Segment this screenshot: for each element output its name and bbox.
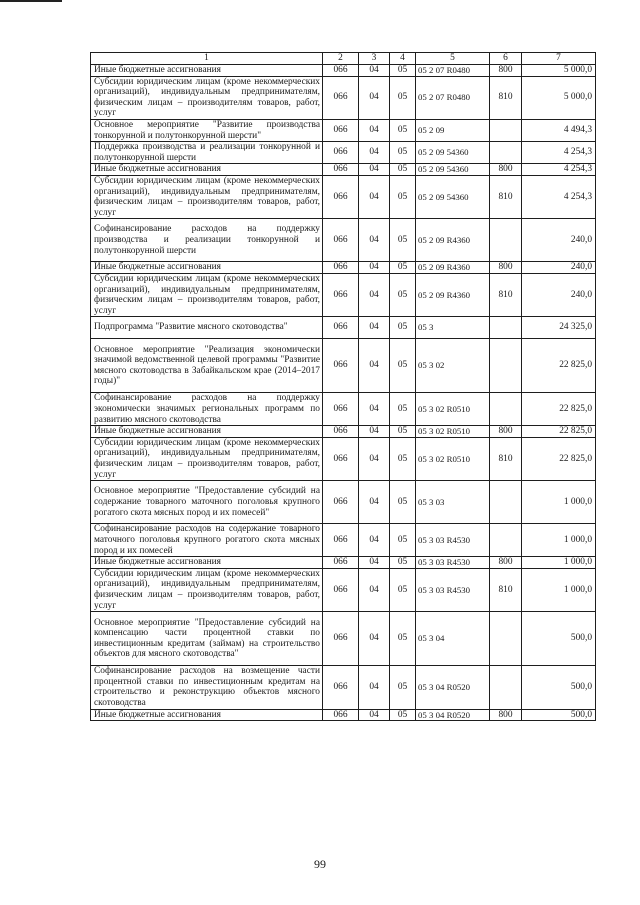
table-row <box>91 339 596 393</box>
cell-amount: 240,0 <box>522 273 596 316</box>
cell-name: Основное мероприятие "Реализация экономически значимой ведомственной целевой программы "Развитие мясного скотоводства в Забайкальском крае (2014–2017 годы)" <box>91 339 323 393</box>
table-row <box>91 524 596 557</box>
cell-name: Основное мероприятие "Предоставление субсидий на компенсацию части процентной ставки по инвестиционным кредитам (займам) на строительство объектов для мясного скотоводства" <box>91 612 323 666</box>
cell-type <box>490 317 522 339</box>
cell-type: 800 <box>490 65 522 77</box>
cell-type <box>490 481 522 524</box>
cell-code: 05 2 09 54360 <box>416 142 490 164</box>
cell-code: 05 3 02 R0510 <box>416 426 490 438</box>
cell-section: 04 <box>359 119 390 141</box>
table-row <box>91 164 596 176</box>
cell-code: 05 3 03 R4530 <box>416 557 490 569</box>
cell-amount: 22 825,0 <box>522 426 596 438</box>
cell-ministry: 066 <box>323 175 359 218</box>
cell-subsection: 05 <box>390 273 416 316</box>
table-row <box>91 119 596 141</box>
cell-subsection: 05 <box>390 393 416 426</box>
cell-code: 05 2 09 R4360 <box>416 262 490 274</box>
cell-amount: 1 000,0 <box>522 481 596 524</box>
cell-amount: 500,0 <box>522 709 596 721</box>
cell-name: Иные бюджетные ассигнования <box>91 709 323 721</box>
cell-amount: 1 000,0 <box>522 557 596 569</box>
cell-section: 04 <box>359 426 390 438</box>
cell-type: 800 <box>490 262 522 274</box>
cell-ministry: 066 <box>323 568 359 611</box>
cell-ministry: 066 <box>323 557 359 569</box>
cell-amount: 1 000,0 <box>522 524 596 557</box>
budget-allocation-table <box>90 52 596 721</box>
cell-amount: 4 494,3 <box>522 119 596 141</box>
cell-section: 04 <box>359 219 390 262</box>
table-row <box>91 437 596 480</box>
cell-ministry: 066 <box>323 426 359 438</box>
table-row <box>91 175 596 218</box>
cell-name: Основное мероприятие "Предоставление субсидий на содержание товарного маточного поголовья крупного рогатого скота мясных пород и их помесей" <box>91 481 323 524</box>
cell-type <box>490 142 522 164</box>
cell-section: 04 <box>359 568 390 611</box>
cell-name: Подпрограмма "Развитие мясного скотоводства" <box>91 317 323 339</box>
cell-section: 04 <box>359 76 390 119</box>
header-col-amount: 7 <box>522 53 596 65</box>
cell-subsection: 05 <box>390 568 416 611</box>
cell-amount: 24 325,0 <box>522 317 596 339</box>
cell-amount: 500,0 <box>522 612 596 666</box>
cell-type <box>490 666 522 709</box>
table-row <box>91 273 596 316</box>
cell-subsection: 05 <box>390 142 416 164</box>
cell-section: 04 <box>359 481 390 524</box>
cell-amount: 4 254,3 <box>522 142 596 164</box>
cell-type: 810 <box>490 273 522 316</box>
cell-name: Субсидии юридическим лицам (кроме некоммерческих организаций), индивидуальным предпринимателям, физическим лицам – производителям товаров, работ, услуг <box>91 76 323 119</box>
table-row <box>91 142 596 164</box>
cell-type: 800 <box>490 164 522 176</box>
cell-code: 05 3 04 <box>416 612 490 666</box>
cell-subsection: 05 <box>390 219 416 262</box>
cell-subsection: 05 <box>390 612 416 666</box>
cell-subsection: 05 <box>390 339 416 393</box>
cell-amount: 5 000,0 <box>522 76 596 119</box>
cell-subsection: 05 <box>390 262 416 274</box>
cell-ministry: 066 <box>323 219 359 262</box>
table-row <box>91 317 596 339</box>
cell-section: 04 <box>359 437 390 480</box>
table-row <box>91 557 596 569</box>
cell-amount: 22 825,0 <box>522 339 596 393</box>
cell-name: Субсидии юридическим лицам (кроме некоммерческих организаций), индивидуальным предпринимателям, физическим лицам – производителям товаров, работ, услуг <box>91 175 323 218</box>
cell-section: 04 <box>359 666 390 709</box>
cell-name: Поддержка производства и реализации тонкорунной и полутонкорунной шерсти <box>91 142 323 164</box>
table-row <box>91 481 596 524</box>
cell-type <box>490 339 522 393</box>
cell-code: 05 2 09 54360 <box>416 164 490 176</box>
cell-code: 05 3 02 R0510 <box>416 437 490 480</box>
cell-ministry: 066 <box>323 339 359 393</box>
cell-section: 04 <box>359 164 390 176</box>
cell-code: 05 3 02 R0510 <box>416 393 490 426</box>
cell-amount: 1 000,0 <box>522 568 596 611</box>
cell-amount: 22 825,0 <box>522 437 596 480</box>
cell-subsection: 05 <box>390 481 416 524</box>
cell-type <box>490 393 522 426</box>
cell-subsection: 05 <box>390 524 416 557</box>
cell-name: Иные бюджетные ассигнования <box>91 557 323 569</box>
header-col-section: 3 <box>359 53 390 65</box>
cell-code: 05 2 09 54360 <box>416 175 490 218</box>
cell-subsection: 05 <box>390 119 416 141</box>
cell-section: 04 <box>359 273 390 316</box>
cell-name: Иные бюджетные ассигнования <box>91 426 323 438</box>
cell-subsection: 05 <box>390 76 416 119</box>
cell-amount: 4 254,3 <box>522 175 596 218</box>
cell-code: 05 2 07 R0480 <box>416 76 490 119</box>
cell-code: 05 3 <box>416 317 490 339</box>
cell-ministry: 066 <box>323 142 359 164</box>
cell-section: 04 <box>359 262 390 274</box>
cell-code: 05 2 09 R4360 <box>416 273 490 316</box>
cell-code: 05 3 04 R0520 <box>416 709 490 721</box>
cell-code: 05 3 03 R4530 <box>416 568 490 611</box>
cell-type <box>490 219 522 262</box>
cell-type <box>490 524 522 557</box>
scan-corner-mark <box>0 0 62 2</box>
cell-type: 800 <box>490 426 522 438</box>
cell-name: Софинансирование расходов на содержание товарного маточного поголовья крупного рогатого скота мясных пород и их помесей <box>91 524 323 557</box>
cell-type <box>490 612 522 666</box>
cell-ministry: 066 <box>323 437 359 480</box>
cell-type <box>490 119 522 141</box>
cell-amount: 240,0 <box>522 262 596 274</box>
table-row <box>91 709 596 721</box>
cell-name: Иные бюджетные ассигнования <box>91 262 323 274</box>
table-row <box>91 426 596 438</box>
cell-section: 04 <box>359 709 390 721</box>
cell-name: Иные бюджетные ассигнования <box>91 65 323 77</box>
cell-name: Софинансирование расходов на поддержку экономически значимых региональных программ по развитию мясного скотоводства <box>91 393 323 426</box>
table-header-row <box>91 53 596 65</box>
header-col-code: 5 <box>416 53 490 65</box>
page-number: 99 <box>314 857 326 871</box>
header-col-subsection: 4 <box>390 53 416 65</box>
cell-section: 04 <box>359 393 390 426</box>
cell-subsection: 05 <box>390 317 416 339</box>
cell-ministry: 066 <box>323 273 359 316</box>
cell-type: 800 <box>490 709 522 721</box>
table-row <box>91 666 596 709</box>
cell-subsection: 05 <box>390 557 416 569</box>
table-row <box>91 568 596 611</box>
cell-name: Субсидии юридическим лицам (кроме некоммерческих организаций), индивидуальным предпринимателям, физическим лицам – производителям товаров, работ, услуг <box>91 437 323 480</box>
cell-name: Субсидии юридическим лицам (кроме некоммерческих организаций), индивидуальным предпринимателям, физическим лицам – производителям товаров, работ, услуг <box>91 568 323 611</box>
table-body <box>91 65 596 721</box>
cell-subsection: 05 <box>390 164 416 176</box>
cell-code: 05 3 03 <box>416 481 490 524</box>
cell-amount: 240,0 <box>522 219 596 262</box>
cell-code: 05 3 04 R0520 <box>416 666 490 709</box>
cell-ministry: 066 <box>323 119 359 141</box>
header-col-ministry: 2 <box>323 53 359 65</box>
cell-subsection: 05 <box>390 437 416 480</box>
cell-name: Иные бюджетные ассигнования <box>91 164 323 176</box>
cell-name: Основное мероприятие "Развитие производства тонкорунной и полутонкорунной шерсти" <box>91 119 323 141</box>
cell-section: 04 <box>359 339 390 393</box>
cell-name: Субсидии юридическим лицам (кроме некоммерческих организаций), индивидуальным предпринимателям, физическим лицам – производителям товаров, работ, услуг <box>91 273 323 316</box>
cell-code: 05 3 02 <box>416 339 490 393</box>
cell-subsection: 05 <box>390 666 416 709</box>
cell-ministry: 066 <box>323 164 359 176</box>
cell-type: 810 <box>490 568 522 611</box>
cell-ministry: 066 <box>323 612 359 666</box>
cell-ministry: 066 <box>323 666 359 709</box>
table-row <box>91 219 596 262</box>
header-col-name: 1 <box>91 53 323 65</box>
cell-ministry: 066 <box>323 317 359 339</box>
cell-type: 810 <box>490 175 522 218</box>
cell-name: Софинансирование расходов на возмещение части процентной ставки по инвестиционным кредитам на строительство и реконструкцию объектов мясного скотоводства <box>91 666 323 709</box>
cell-ministry: 066 <box>323 76 359 119</box>
cell-code: 05 2 09 <box>416 119 490 141</box>
cell-type: 810 <box>490 76 522 119</box>
cell-section: 04 <box>359 65 390 77</box>
cell-ministry: 066 <box>323 524 359 557</box>
table-row <box>91 76 596 119</box>
cell-section: 04 <box>359 175 390 218</box>
table-row <box>91 65 596 77</box>
cell-amount: 5 000,0 <box>522 65 596 77</box>
cell-section: 04 <box>359 142 390 164</box>
cell-code: 05 2 09 R4360 <box>416 219 490 262</box>
cell-ministry: 066 <box>323 262 359 274</box>
cell-ministry: 066 <box>323 393 359 426</box>
cell-subsection: 05 <box>390 426 416 438</box>
cell-section: 04 <box>359 612 390 666</box>
cell-section: 04 <box>359 524 390 557</box>
cell-amount: 500,0 <box>522 666 596 709</box>
cell-subsection: 05 <box>390 709 416 721</box>
cell-section: 04 <box>359 317 390 339</box>
cell-name: Софинансирование расходов на поддержку производства и реализации тонкорунной и полутонкорунной шерсти <box>91 219 323 262</box>
cell-ministry: 066 <box>323 709 359 721</box>
cell-amount: 4 254,3 <box>522 164 596 176</box>
cell-type: 810 <box>490 437 522 480</box>
table-row <box>91 612 596 666</box>
cell-code: 05 3 03 R4530 <box>416 524 490 557</box>
cell-amount: 22 825,0 <box>522 393 596 426</box>
table-row <box>91 262 596 274</box>
cell-code: 05 2 07 R0480 <box>416 65 490 77</box>
header-col-type: 6 <box>490 53 522 65</box>
cell-section: 04 <box>359 557 390 569</box>
table-row <box>91 393 596 426</box>
cell-ministry: 066 <box>323 481 359 524</box>
cell-ministry: 066 <box>323 65 359 77</box>
cell-subsection: 05 <box>390 65 416 77</box>
cell-type: 800 <box>490 557 522 569</box>
cell-subsection: 05 <box>390 175 416 218</box>
